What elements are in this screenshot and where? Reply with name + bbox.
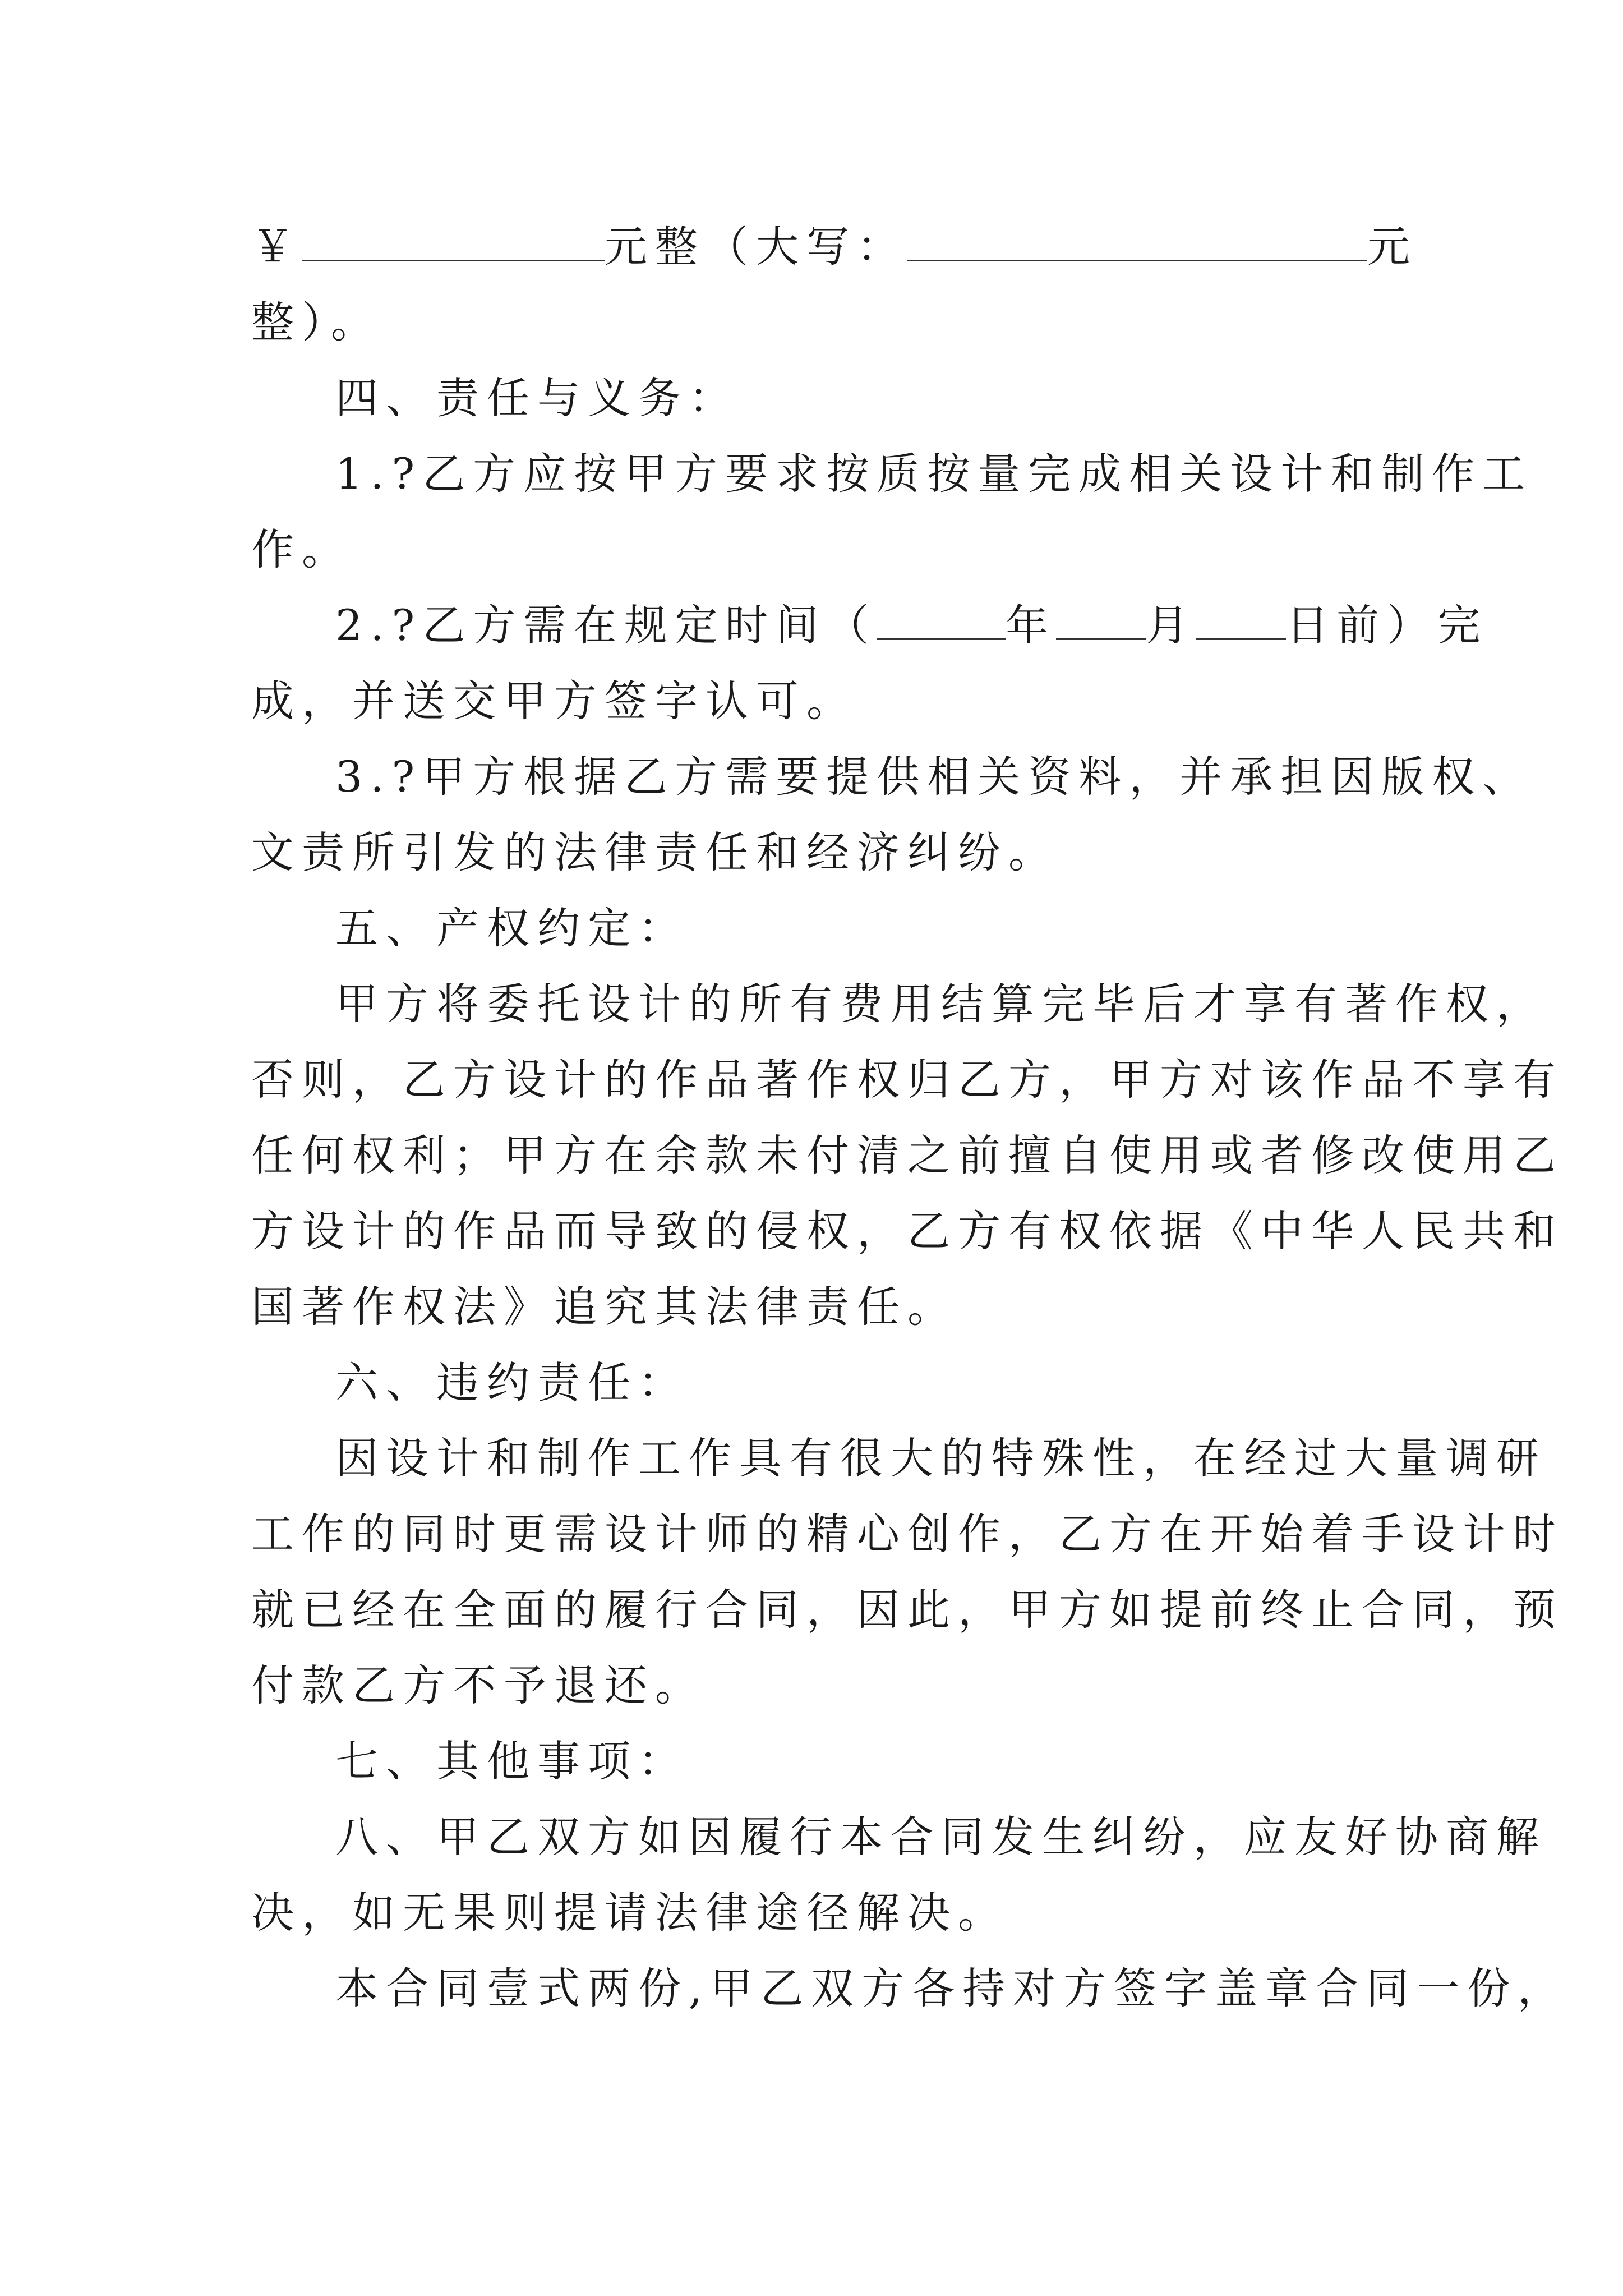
clause-4-1-line-2: 作。: [251, 524, 352, 574]
dispute-line-1: 八、甲乙双方如因履行本合同发生纠纷，应友好协商解: [335, 1812, 1547, 1862]
amount-uppercase-blank: [907, 225, 1367, 261]
section-heading-responsibilities: 四、责任与义务：: [335, 373, 739, 423]
year-blank: [877, 604, 1006, 640]
copies-clause-line-1: 本合同壹式两份,甲乙双方各持对方签字盖章合同一份，: [335, 1963, 1569, 2013]
day-label: 日前）完: [1286, 600, 1488, 650]
payment-amount-line: [251, 213, 1418, 280]
month-blank: [1056, 604, 1146, 640]
amount-label: 元整（大写：: [605, 222, 907, 272]
section-heading-property-rights: 五、产权约定：: [335, 903, 689, 953]
property-rights-line-5: 国著作权法》追究其法律责任。: [251, 1282, 958, 1332]
property-rights-line-4: 方设计的作品而导致的侵权，乙方有权依据《中华人民共和: [251, 1206, 1564, 1256]
amount-blank: [302, 225, 605, 261]
property-rights-line-1: 甲方将委托设计的所有费用结算完毕后才享有著作权，: [335, 979, 1547, 1029]
yuan-label: 元: [1367, 222, 1418, 272]
breach-line-3: 就已经在全面的履行合同，因此，甲方如提前终止合同，预: [251, 1585, 1564, 1635]
breach-line-2: 工作的同时更需设计师的精心创作，乙方在开始着手设计时: [251, 1509, 1564, 1559]
payment-amount-end: 整）。: [251, 297, 381, 347]
section-heading-other-matters: 七、其他事项：: [335, 1736, 689, 1786]
breach-line-4: 付款乙方不予退还。: [251, 1660, 706, 1710]
clause-4-3-line-2: 文责所引发的法律责任和经济纠纷。: [251, 827, 1059, 877]
currency-symbol: ￥: [251, 222, 302, 272]
clause-4-2-line-1: [335, 592, 1488, 659]
clause-4-2-line-2: 成，并送交甲方签字认可。: [251, 676, 857, 726]
month-label: 月: [1146, 600, 1197, 650]
property-rights-line-3: 任何权利；甲方在余款未付清之前擅自使用或者修改使用乙: [251, 1130, 1564, 1180]
day-blank: [1196, 604, 1286, 640]
clause-4-3-line-1: 3.?甲方根据乙方需要提供相关资料，并承担因版权、: [335, 752, 1533, 802]
dispute-line-2: 决，如无果则提请法律途径解决。: [251, 1888, 1008, 1938]
section-heading-breach: 六、违约责任：: [335, 1358, 689, 1407]
property-rights-line-2: 否则，乙方设计的作品著作权归乙方，甲方对该作品不享有: [251, 1055, 1564, 1105]
breach-line-1: 因设计和制作工作具有很大的特殊性，在经过大量调研: [335, 1433, 1547, 1483]
year-label: 年: [1006, 600, 1057, 650]
clause-4-2-prefix: 2.?乙方需在规定时间（: [335, 600, 877, 650]
clause-4-1-line-1: 1.?乙方应按甲方要求按质按量完成相关设计和制作工: [335, 449, 1533, 499]
